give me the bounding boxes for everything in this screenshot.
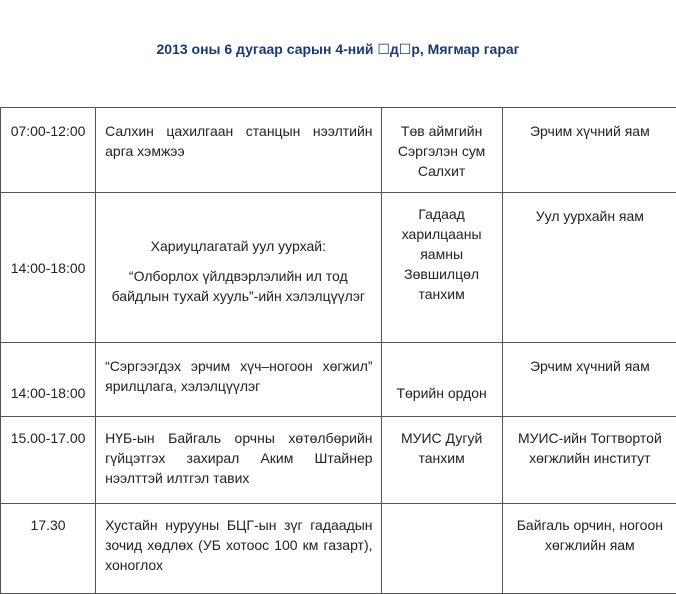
time-cell: 17.30 bbox=[1, 504, 96, 594]
table-row bbox=[1, 343, 676, 417]
venue-cell: Гадаад харилцааны яамны Зөвшилцөл танхим bbox=[381, 193, 502, 343]
organizer-cell: МУИС-ийн Тогтвортой хөгжлийн институт bbox=[502, 417, 676, 504]
time-cell: 14:00-18:00 bbox=[1, 193, 96, 343]
event-cell: Салхин цахилгаан станцын нээлтийн арга хэмжээ bbox=[96, 108, 381, 193]
event-cell: “Сэргээгдэх эрчим хүч–ногоон хөгжил” ярилцлага, хэлэлцүүлэг bbox=[96, 343, 381, 417]
organizer-cell: Эрчим хүчний яам bbox=[502, 108, 676, 193]
organizer-cell: Байгаль орчин, ногоон хөгжлийн яам bbox=[502, 504, 676, 594]
venue-cell bbox=[381, 504, 502, 594]
event-description: “Олборлох үйлдвэрлэлийн ил тод байдлын тухай хууль”-ийн хэлэлцүүлэг bbox=[96, 256, 380, 306]
table-row bbox=[1, 193, 676, 343]
venue-cell: Төв аймгийн Сэргэлэн сум Салхит bbox=[381, 108, 502, 193]
time-cell: 14:00-18:00 bbox=[1, 343, 96, 417]
table-row bbox=[1, 108, 676, 193]
event-cell: Хустайн нурууны БЦГ-ын зүг гадаадын зочид хөдлөх (УБ хотоос 100 км газарт), хоноглох bbox=[96, 504, 381, 594]
time-cell: 07:00-12:00 bbox=[1, 108, 96, 193]
schedule-table bbox=[0, 107, 676, 594]
table-row bbox=[1, 417, 676, 504]
venue-cell: МУИС Дугуй танхим bbox=[381, 417, 502, 504]
page-heading: 2013 оны 6 дугаар сарын 4-ний ☐д☐р, Мягмар гараг bbox=[0, 41, 676, 58]
event-title: Хариуцлагатай уул уурхай: bbox=[96, 193, 380, 256]
event-cell: НҮБ-ын Байгаль орчны хөтөлбөрийн гүйцэтгэх захирал Аким Штайнер нээлттэй илтгэл тавих bbox=[96, 417, 381, 504]
event-cell bbox=[96, 193, 381, 343]
organizer-cell: Уул уурхайн яам bbox=[502, 193, 676, 343]
organizer-cell: Эрчим хүчний яам bbox=[502, 343, 676, 417]
table-row bbox=[1, 504, 676, 594]
time-cell: 15.00-17.00 bbox=[1, 417, 96, 504]
venue-cell: Төрийн ордон bbox=[381, 343, 502, 417]
